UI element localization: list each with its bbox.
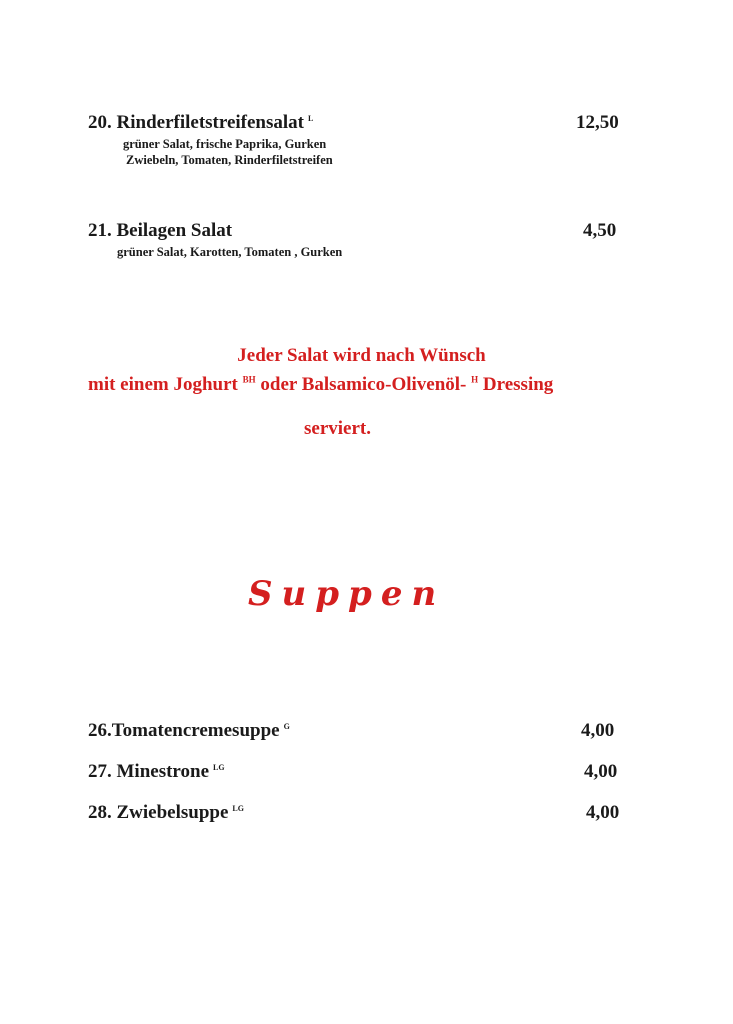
- item-number: 20.: [88, 112, 112, 133]
- section-title: Suppen: [248, 574, 446, 614]
- item-name: 28. Zwiebelsuppe: [88, 802, 229, 823]
- item-name: 26.Tomatencremesuppe: [88, 720, 280, 741]
- item-price: 4,50: [583, 220, 617, 241]
- item-description: Zwiebeln, Tomaten, Rinderfiletstreifen: [126, 153, 333, 167]
- item-description: grüner Salat, frische Paprika, Gurken: [123, 137, 327, 151]
- item-description: grüner Salat, Karotten, Tomaten , Gurken: [117, 245, 343, 259]
- allergen-code: H: [471, 374, 479, 385]
- allergen-code: LG: [213, 762, 225, 772]
- dressing-note-line2: [88, 374, 553, 396]
- item-price: 4,00: [586, 802, 620, 823]
- item-number: 21.: [88, 220, 112, 241]
- allergen-code: G: [283, 721, 290, 731]
- dressing-note-line3: serviert.: [304, 418, 371, 439]
- item-name: 27. Minestrone: [88, 761, 210, 782]
- note-text: Dressing: [478, 374, 554, 395]
- note-text: oder Balsamico-Olivenöl-: [255, 374, 472, 395]
- item-price: 4,00: [584, 761, 618, 782]
- menu-item-title: [88, 112, 313, 134]
- item-name: Beilagen Salat: [116, 220, 233, 241]
- item-name: Rinderfiletstreifensalat: [116, 112, 304, 133]
- dressing-note-line1: Jeder Salat wird nach Wünsch: [237, 345, 486, 366]
- allergen-code: LG: [232, 803, 244, 813]
- item-price: 4,00: [581, 720, 615, 741]
- item-price: 12,50: [576, 112, 619, 133]
- menu-item-title: [88, 220, 232, 242]
- menu-item-title: [88, 720, 290, 742]
- allergen-code: BH: [242, 374, 256, 385]
- menu-item-title: [88, 802, 244, 824]
- note-text: mit einem Joghurt: [88, 374, 243, 395]
- menu-item-title: [88, 761, 225, 783]
- allergen-code: L: [308, 113, 314, 123]
